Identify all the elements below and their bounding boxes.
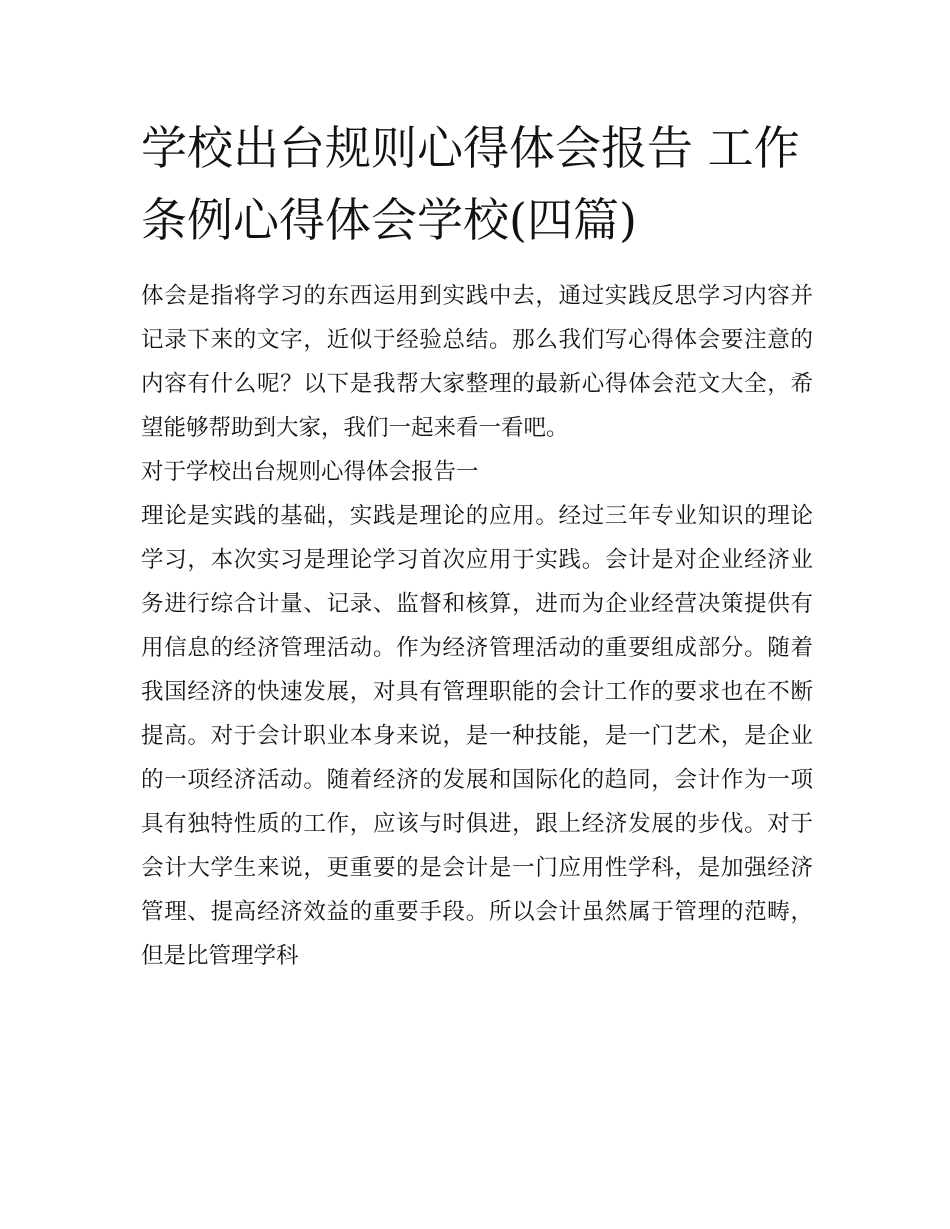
section-heading: 对于学校出台规则心得体会报告一	[141, 459, 479, 485]
section-body-paragraph: 理论是实践的基础，实践是理论的应用。经过三年专业知识的理论学习，本次实习是理论学习首次应用于实践。会计是对企业经济业务进行综合计量、记录、监督和核算，进而为企业经营决策提供有用信息的经济管理活动。作为经济管理活动的重要组成部分。随着我国经济的快速发展，对具有管理职能的会计工作的要求也在不断提高。对于会计职业本身来说，是一种技能，是一门艺术，是企业的一项经济活动。随着经济的发展和国际化的趋同，会计作为一项具有独特性质的工作，应该与时俱进，跟上经济发展的步伐。对于会计大学生来说，更重要的是会计是一门应用性学科，是加强经济管理、提高经济效益的重要手段。所以会计虽然属于管理的范畴，但是比管理学科	[141, 503, 813, 969]
intro-paragraph: 体会是指将学习的东西运用到实践中去，通过实践反思学习内容并记录下来的文字，近似于经验总结。那么我们写心得体会要注意的内容有什么呢？以下是我帮大家整理的最新心得体会范文大全，希望能够帮助到大家，我们一起来看一看吧。	[141, 283, 813, 441]
document-page	[141, 112, 813, 978]
document-body	[141, 274, 813, 978]
document-title: 学校出台规则心得体会报告 工作条例心得体会学校(四篇)	[141, 121, 800, 247]
